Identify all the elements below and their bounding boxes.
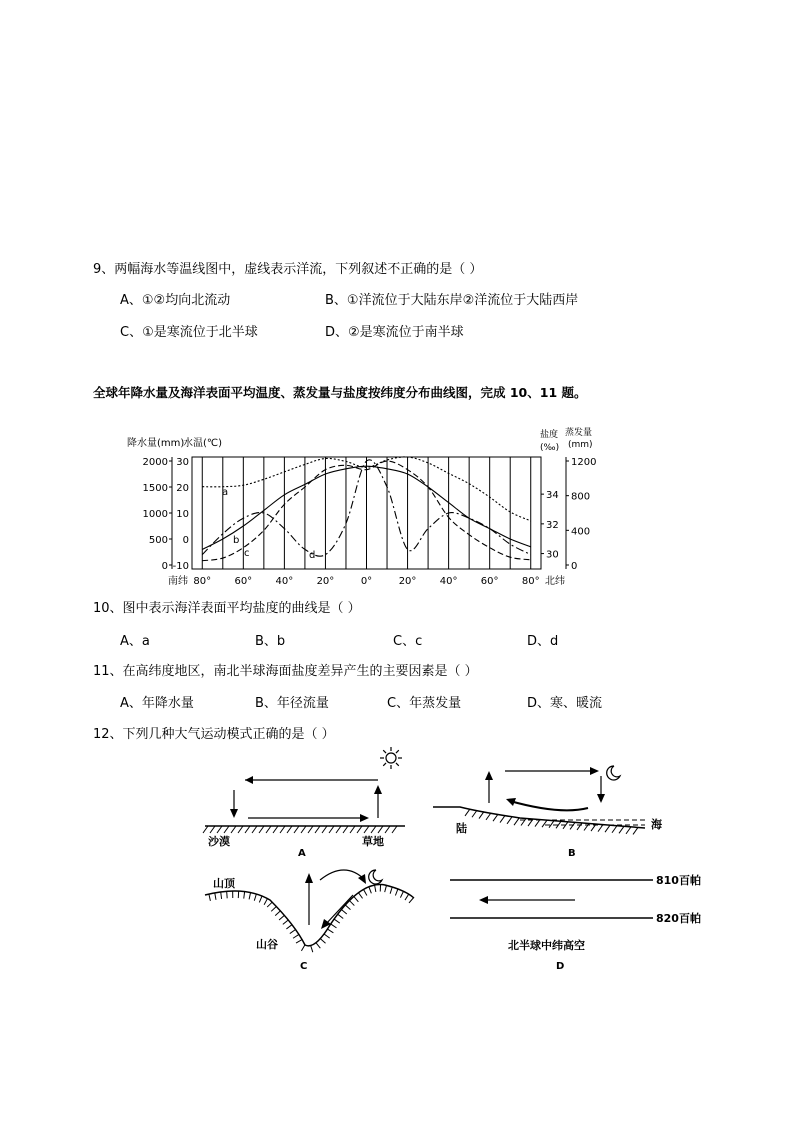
x-tick-label: 80° [521,576,540,587]
x-tick-label: 20° [316,576,335,587]
diag-c-letter: C [300,961,308,972]
q11-option-d[interactable]: D、寒、暖流 [527,696,603,711]
q11-option-c[interactable]: C、年蒸发量 [387,696,462,711]
q9-option-d[interactable]: D、②是寒流位于南半球 [325,325,464,340]
x-tick-label: 60° [480,576,499,587]
q9-option-c[interactable]: C、①是寒流位于北半球 [120,325,258,340]
salinity-tick: 32 [546,519,559,531]
precip-tick: 0 [161,561,168,572]
salinity-tick: 34 [546,490,559,502]
q10-option-b[interactable]: B、b [255,634,286,649]
q11-option-a[interactable]: A、年降水量 [120,696,194,711]
x-label-south: 南纬 [168,576,188,587]
curve-label-b: b [233,535,240,546]
diag-b-land-label: 陆 [456,822,467,835]
salinity-tick: 30 [546,549,559,561]
diag-a-left-label: 沙漠 [208,835,230,848]
isobar-820-label: 820百帕 [656,912,701,925]
curve-label-d: d [309,550,316,561]
q9-option-a[interactable]: A、①②均向北流动 [120,293,231,308]
evap-tick: 1200 [571,457,597,468]
q10-option-d[interactable]: D、d [527,634,559,649]
plot-frame [192,457,541,569]
diag-b-sea-label: 海 [651,818,662,831]
salinity-axis-title: 盐度 [540,430,559,440]
q9-option-b[interactable]: B、①洋流位于大陆东岸②洋流位于大陆西岸 [325,293,579,308]
temp-tick: 10 [176,509,189,520]
x-label-north: 北纬 [545,576,565,587]
evap-tick: 0 [571,561,578,572]
x-tick-label: 20° [398,576,417,587]
x-tick-label: 60° [234,576,253,587]
temp-tick: 20 [176,483,189,494]
temp-tick: 30 [176,457,189,468]
precip-tick: 500 [148,535,168,546]
q10-stem: 10、图中表示海洋表面平均盐度的曲线是（ ） [93,601,361,616]
q11-stem: 11、在高纬度地区，南北半球海面盐度差异产生的主要因素是（ ） [93,664,478,679]
q12-stem: 12、下列几种大气运动模式正确的是（ ） [93,727,335,742]
moon-icon-c [369,870,382,884]
evap-axis-title: 蒸发量 [565,428,593,438]
curve-label-c: c [244,548,250,559]
series-line-a [202,457,530,521]
evap-tick: 800 [571,491,591,503]
moon-icon [607,766,620,780]
salinity-axis-unit: (‰) [540,443,560,453]
temp-axis-title: 水温(℃) [183,438,223,449]
diag-d-letter: D [556,961,565,972]
diag-a-right-label: 草地 [362,835,384,848]
q9-stem: 9、两幅海水等温线图中，虚线表示洋流，下列叙述不正确的是（ ） [93,262,483,277]
curve-label-a: a [222,487,229,498]
q10-option-c[interactable]: C、c [393,634,423,649]
temp-tick: -10 [172,561,189,572]
series-line-b [202,466,530,549]
diag-b-letter: B [568,848,576,859]
isobar-810-label: 810百帕 [656,874,701,887]
diag-d-caption: 北半球中纬高空 [508,939,585,952]
diag-c-top-label: 山顶 [213,877,235,890]
precip-tick: 2000 [142,457,168,468]
x-tick-label: 0° [360,576,373,587]
precip-tick: 1500 [142,483,168,494]
precip-axis-title: 降水量(mm) [127,438,185,449]
series-line-c [202,461,530,561]
x-tick-label: 40° [439,576,458,587]
diag-a-letter: A [298,848,306,859]
temp-tick: 0 [182,535,189,546]
q10-option-a[interactable]: A、a [120,634,150,649]
evap-axis-unit: (mm) [568,440,593,450]
series-line-d [202,460,530,556]
x-tick-label: 80° [193,576,212,587]
precip-tick: 1000 [142,509,168,520]
evap-tick: 400 [571,526,591,538]
sun-icon [386,753,396,763]
intro-text: 全球年降水量及海洋表面平均温度、蒸发量与盐度按纬度分布曲线图，完成 10、11 题。 [93,385,587,400]
x-tick-label: 40° [275,576,294,587]
q11-option-b[interactable]: B、年径流量 [255,696,329,711]
diag-c-valley-label: 山谷 [256,938,278,951]
